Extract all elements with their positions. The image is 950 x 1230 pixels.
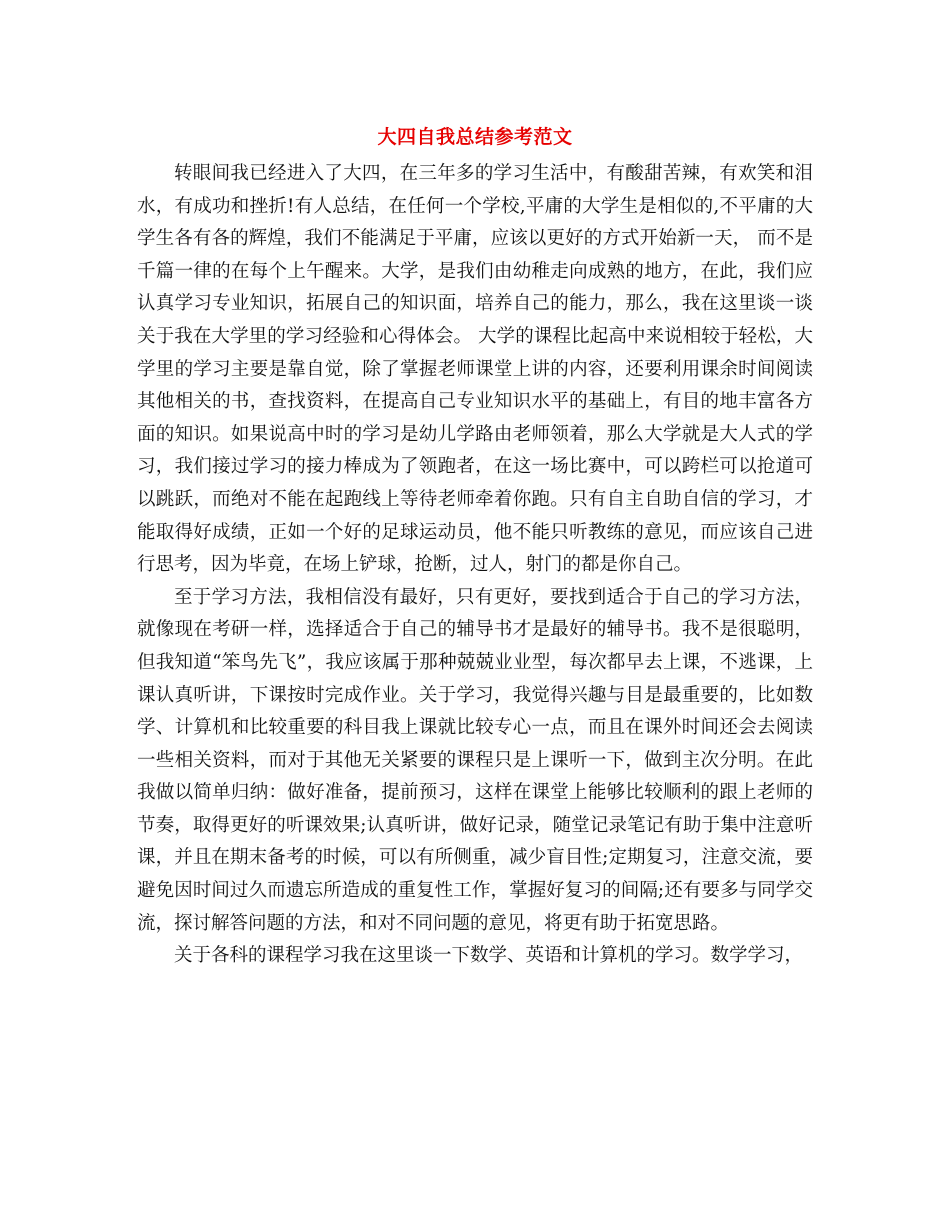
paragraph-1: 转眼间我已经进入了大四，在三年多的学习生活中，有酸甜苦辣，有欢笑和泪水，有成功和挫折!有人总结，在任何一个学校,平庸的大学生是相似的,不平庸的大学生各有各的辉煌，我们不能满足于平庸，应该以更好的方式开始新一天， 而不是千篇一律的在每个上午醒来。大学，是我们由幼稚走向成熟的地方，在此，我们应认真学习专业知识，拓展自己的知识面，培养自己的能力，那么，我在这里谈一谈关于我在大学里的学习经验和心得体会。 大学的课程比起高中来说相较于轻松，大学里的学习主要是靠自觉，除了掌握老师课堂上讲的内容，还要利用课余时间阅读其他相关的书，查找资料，在提高自己专业知识水平的基础上，有目的地丰富各方面的知识。如果说高中时的学习是幼儿学路由老师领着，那么大学就是大人式的学习，我们接过学习的接力棒成为了领跑者，在这一场比赛中，可以跨栏可以抢道可以跳跃，而绝对不能在起跑线上等待老师牵着你跑。只有自主自助自信的学习，才能取得好成绩，正如一个好的足球运动员，他不能只听教练的意见，而应该自己进行思考，因为毕竟，在场上铲球，抢断，过人，射门的都是你自己。: [137, 163, 813, 576]
paragraph-3: 关于各科的课程学习我在这里谈一下数学、英语和计算机的学习。数学学习，: [174, 945, 804, 967]
document-body: [137, 158, 813, 973]
document-title: 大四自我总结参考范文: [377, 126, 573, 148]
paragraph-2: 至于学习方法，我相信没有最好，只有更好，要找到适合于自己的学习方法，就像现在考研一样，选择适合于自己的辅导书才是最好的辅导书。我不是很聪明，但我知道“笨鸟先飞”，我应该属于那种兢兢业业型，每次都早去上课，不逃课，上课认真听讲，下课按时完成作业。关于学习，我觉得兴趣与目是最重要的，比如数学、计算机和比较重要的科目我上课就比较专心一点，而且在课外时间还会去阅读一些相关资料，而对于其他无关紧要的课程只是上课听一下，做到主次分明。在此我做以简单归纳：做好准备，提前预习，这样在课堂上能够比较顺利的跟上老师的节奏，取得更好的听课效果;认真听讲，做好记录，随堂记录笔记有助于集中注意听课，并且在期末备考的时候，可以有所侧重，减少盲目性;定期复习，注意交流，要避免因时间过久而遗忘所造成的重复性工作，掌握好复习的间隔;还有要多与同学交流，探讨解答问题的方法，和对不同问题的意见，将更有助于拓宽思路。: [137, 586, 813, 934]
